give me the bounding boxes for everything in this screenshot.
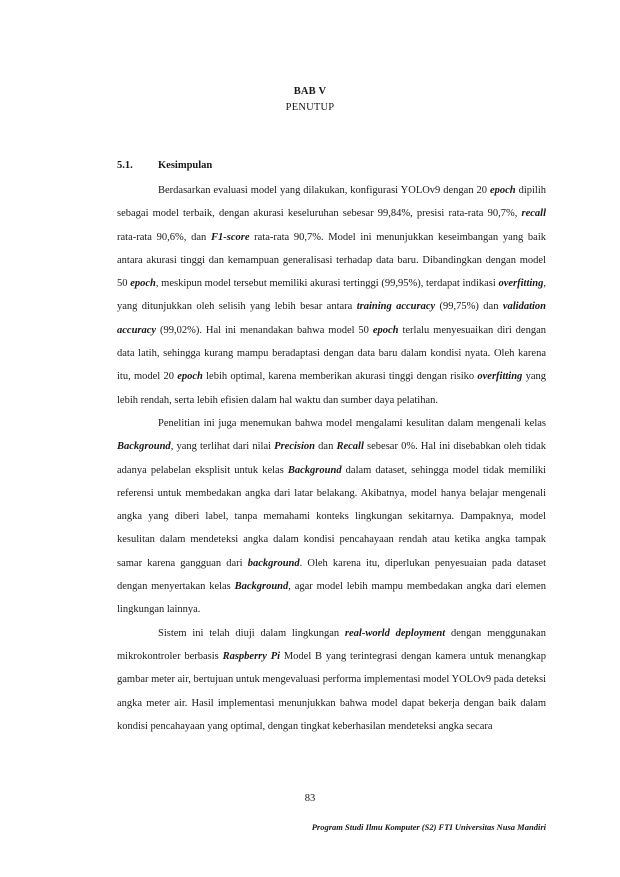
italic-term: Background (234, 581, 289, 593)
text-run: Model B yang terintegrasi dengan kamera untuk menangkap gambar meter air, bertujuan untuk mengevaluasi performa implementasi model YOLOv9 pada deteksi angka meter air. Hasil implementasi menunjukkan bahwa model dapat bekerja dengan baik dalam kondisi pencahayaan yang optimal, dengan tingkat keberhasilan mendeteksi angka secara (117, 650, 546, 732)
paragraph (117, 179, 546, 412)
text-run: terlalu menyesuaikan diri dengan data latih, sehingga kurang mampu beradaptasi dengan data baru dalam kondisi nyata. Oleh karena itu, model 20 (117, 324, 546, 383)
text-run: yang lebih rendah, serta lebih efisien dalam hal waktu dan sumber daya pelatihan. (117, 371, 546, 406)
text-run: dengan menggunakan mikrokontroler berbasis (117, 627, 546, 662)
chapter-title: PENUTUP (285, 102, 335, 113)
italic-term: real-world deployment (344, 627, 446, 639)
italic-term: epoch (489, 185, 516, 196)
text-run: , yang ditunjukkan oleh selisih yang lebih besar antara (117, 278, 546, 313)
italic-term: epoch (130, 278, 156, 290)
italic-term: Precision (274, 441, 316, 453)
text-run: Sistem ini telah diuji dalam lingkungan (158, 627, 345, 639)
paragraph (117, 622, 546, 738)
text-run: , agar model lebih mampu membedakan angka dari elemen lingkungan lainnya. (117, 581, 546, 616)
italic-term: Background (287, 464, 342, 476)
text-run: lebih optimal, karena memberikan akurasi tinggi dengan risiko (202, 371, 478, 383)
section-heading (117, 160, 212, 171)
text-run: . Oleh karena itu, diperlukan penyesuaian pada dataset dengan menyertakan kelas (117, 557, 546, 593)
section-number: 5.1. (117, 160, 133, 171)
chapter-number: BAB V (293, 86, 327, 97)
italic-term: training accuracy (356, 301, 436, 313)
text-run: dipilih sebagai model terbaik, dengan akurasi keseluruhan sebesar 99,84%, presisi rata-rata 90,7%, (117, 185, 547, 220)
text-run: (99,75%) dan (435, 301, 503, 313)
italic-term: F1-score (210, 231, 250, 243)
text-run: , yang terlihat dari nilai (170, 441, 275, 453)
text-run: Penelitian ini juga menemukan bahwa model mengalami kesulitan dalam mengenali kelas (158, 417, 546, 429)
italic-term: Background (117, 441, 171, 453)
text-run: dan (315, 441, 337, 453)
italic-term: epoch (177, 371, 203, 383)
text-run: , meskipun model tersebut memiliki akurasi tertinggi (99,95%), terdapat indikasi (155, 278, 499, 290)
italic-term: overfitting (477, 371, 523, 383)
text-run: sebesar 0%. Hal ini disebabkan oleh tidak adanya pelabelan eksplisit untuk kelas (117, 441, 546, 476)
italic-term: overfitting (498, 278, 544, 290)
text-run: (99,02%). Hal ini menandakan bahwa model 50 (156, 324, 373, 336)
italic-term: Recall (336, 441, 364, 453)
text-run: dalam dataset, sehingga model tidak memiliki referensi untuk membedakan angka dari latar belakang. Akibatnya, model hanya belajar mengenali angka yang diberi label, tanpa memahami konteks lingkungan sekitarnya. Dampaknya, model kesulitan dalam mendeteksi angka dalam kondisi pencahayaan rendah atau ketika angka tampak samar karena gangguan dari (117, 464, 546, 569)
italic-term: epoch (372, 324, 399, 336)
page-number: 83 (304, 793, 316, 804)
italic-term: recall (521, 208, 546, 220)
paragraph (117, 412, 546, 622)
text-run: Berdasarkan evaluasi model yang dilakukan, konfigurasi YOLOv9 dengan 20 (158, 185, 490, 196)
italic-term: validation accuracy (117, 301, 546, 336)
body-text (117, 179, 546, 738)
italic-term: Raspberry Pi (222, 650, 281, 662)
text-run: rata-rata 90,6%, dan (117, 231, 211, 243)
text-run: rata-rata 90,7%. Model ini menunjukkan keseimbangan yang baik antara akurasi tinggi dan kemampuan generalisasi terhadap data baru. Dibandingkan dengan model 50 (117, 231, 547, 290)
section-title: Kesimpulan (158, 160, 213, 171)
italic-term: background (247, 557, 300, 569)
page-footer: Program Studi Ilmu Komputer (S2) FTI Universitas Nusa Mandiri (311, 822, 546, 832)
